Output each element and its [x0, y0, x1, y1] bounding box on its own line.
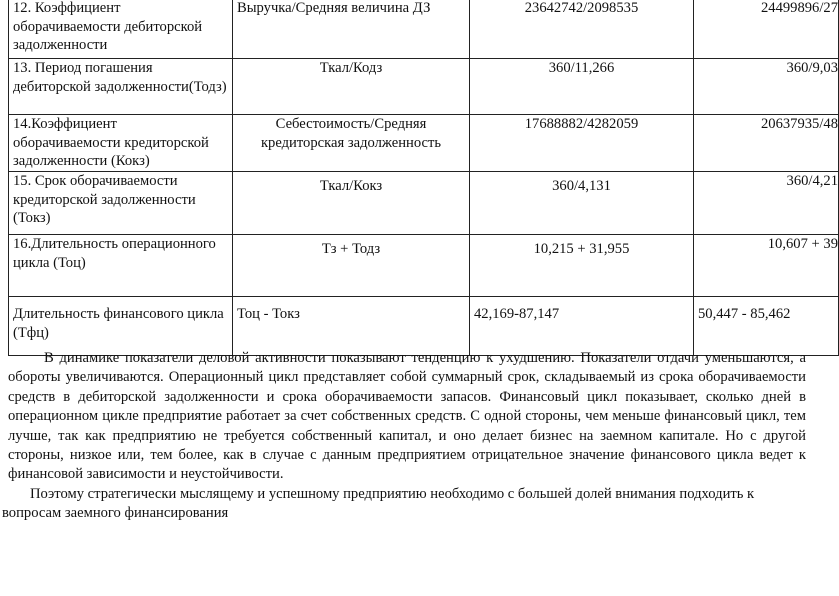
- financial-ratios-table: [8, 0, 839, 356]
- formula-cell: Тоц - Токз: [233, 297, 470, 356]
- table-row: [9, 115, 839, 172]
- value-cell: 10,215 + 31,955: [470, 235, 694, 297]
- value-cell: 20637935/48: [694, 115, 839, 172]
- value-cell: 23642742/2098535: [470, 0, 694, 59]
- table-row: [9, 235, 839, 297]
- table-row: [9, 172, 839, 235]
- indicator-cell: 14.Коэффициент оборачиваемости кредиторской задолженности (Кокз): [9, 115, 233, 172]
- table-row: [9, 297, 839, 356]
- table-row: [9, 0, 839, 59]
- formula-cell: Выручка/Средняя величина ДЗ: [233, 0, 470, 59]
- indicator-cell: 12. Коэффициент оборачиваемости дебиторской задолженности: [9, 0, 233, 59]
- indicator-cell: 13. Период погашения дебиторской задолженности(Тодз): [9, 59, 233, 115]
- paragraph: Поэтому стратегически мыслящему и успешному предприятию необходимо с большей долей внимания подходить к вопросам заемного финансирования: [2, 485, 755, 522]
- formula-cell: Тз + Тодз: [233, 235, 470, 297]
- paragraph: В динамике показатели деловой активности показывают тенденцию к ухудшению. Показатели отдачи уменьшаются, а обороты увеличиваются. Операционный цикл представляет собой суммарный срок, складываемый из срока оборачиваемости средств в дебиторской задолженности и срока оборачиваемости запасов. Финансовый цикл показывает, сколько дней в операционном цикле предприятие работает за счет собственных средств. С одной стороны, чем меньше финансовый цикл, тем лучше, так как предприятию не требуется собственный капитал, и оно делает бизнес на заемном капитале. Но с другой стороны, низкое или, тем более, как в случае с данным предприятием отрицательное значение финансового цикла ведет к финансовой зависимости и неустойчивости.: [8, 350, 806, 483]
- indicator-cell: Длительность финансового цикла (Тфц): [9, 297, 233, 356]
- value-cell: 42,169-87,147: [470, 297, 694, 356]
- value-cell: 10,607 + 39: [694, 235, 839, 297]
- body-text: [2, 349, 806, 524]
- value-cell: 17688882/4282059: [470, 115, 694, 172]
- value-cell: 360/9,03: [694, 59, 839, 115]
- value-cell: 360/11,266: [470, 59, 694, 115]
- formula-cell: Себестоимость/Средняя кредиторская задолженность: [233, 115, 470, 172]
- value-cell: 24499896/27: [694, 0, 839, 59]
- indicator-cell: 15. Срок оборачиваемости кредиторской задолженности (Токз): [9, 172, 233, 235]
- value-cell: 360/4,21: [694, 172, 839, 235]
- value-cell: 50,447 - 85,462: [694, 297, 839, 356]
- indicator-cell: 16.Длительность операционного цикла (Тоц): [9, 235, 233, 297]
- value-cell: 360/4,131: [470, 172, 694, 235]
- table-row: [9, 59, 839, 115]
- formula-cell: Ткал/Кодз: [233, 59, 470, 115]
- formula-cell: Ткал/Кокз: [233, 172, 470, 235]
